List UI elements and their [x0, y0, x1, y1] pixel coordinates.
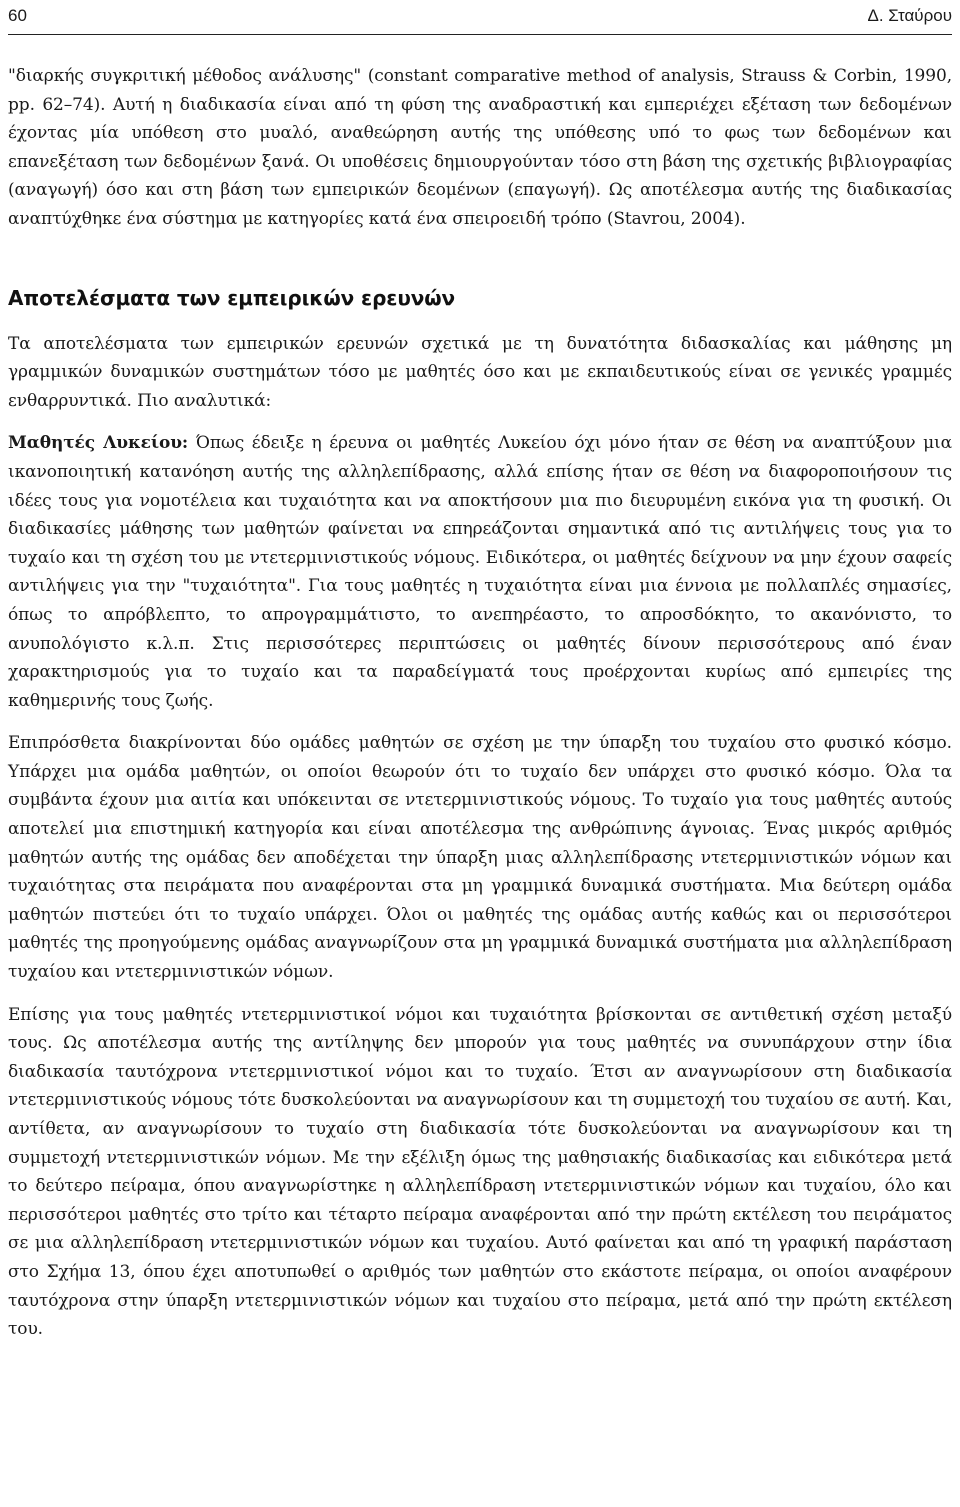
section-heading: Αποτελέσματα των εμπειρικών ερευνών: [8, 285, 456, 310]
running-header-author: Δ. Σταύρου: [867, 6, 952, 25]
page-body: [8, 62, 952, 1358]
results-paragraph-3: Επιπρόσθετα διακρίνονται δύο ομάδες μαθητών σε σχέση με την ύπαρξη του τυχαίου στο φυσικό κόσμο. Υπάρχει μια ομάδα μαθητών, οι οποίοι θεωρούν ότι το τυχαίο δεν υπάρχει στο φυσικό κόσμο. Όλα τα συμβάντα έχουν μια αιτία και υπόκεινται σε ντετερμινιστικούς νόμους. Το τυχαίο για τους μαθητές αυτούς αποτελεί μια επιστημική κατηγορία και είναι αποτέλεσμα της ανθρώπινης άγνοιας. Ένας μικρός αριθμός μαθητών αυτής της ομάδας δεν αποδέχεται την ύπαρξη μιας αλληλεπίδρασης ντετερμινιστικών νόμων και τυχαιότητας στα πειράματα που αναφέρονται στα μη γραμμικά δυναμικά συστήματα. Μια δεύτερη ομάδα μαθητών πιστεύει ότι το τυχαίο υπάρχει. Όλοι οι μαθητές της ομάδας αυτής καθώς και οι περισσότεροι μαθητές της προηγούμενης ομάδας αναγνωρίζουν στα μη γραμμικά δυναμικά συστήματα μια αλληλεπίδραση τυχαίου και ντετερμινιστικών νόμων.: [8, 733, 952, 983]
page-number: 60: [8, 6, 27, 25]
results-paragraph-1: Τα αποτελέσματα των εμπειρικών ερευνών σχετικά με τη δυνατότητα διδασκαλίας και μάθησης μη γραμμικών δυναμικών συστημάτων τόσο με μαθητές όσο και με εκπαιδευτικούς είναι σε γενικές γραμμές ενθαρρυντικά. Πιο αναλυτικά:: [8, 333, 952, 411]
page-header: [8, 2, 952, 35]
results-paragraph-4: Επίσης για τους μαθητές ντετερμινιστικοί νόμοι και τυχαιότητα βρίσκονται σε αντιθετική σχέση μεταξύ τους. Ως αποτέλεσμα αυτής της αντίληψης δεν μπορούν για τους μαθητές να συνυπάρχουν στην ίδια διαδικασία ταυτόχρονα ντετερμινιστικοί νόμοι και το τυχαίο. Έτσι αν αναγνωρίσουν στη διαδικασία ντετερμινιστικούς νόμους τότε δυσκολεύονται να αναγνωρίσουν και τη συμμετοχή του τυχαίου σε αυτή. Και, αντίθετα, αν αναγνωρίσουν το τυχαίο στη διαδικασία τότε δυσκολεύονται να αναγνωρίσουν και τη συμμετοχή ντετερμινιστικών νόμων. Με την εξέλιξη όμως της μαθησιακής διαδικασίας και ειδικότερα μετά το δεύτερο πείραμα, όπου αναγνωρίστηκε η αλληλεπίδραση ντετερμινιστικών νόμων και τυχαίου, όλο και περισσότεροι μαθητές στο τρίτο και τέταρτο πείραμα αναφέρονται από την πρώτη εκτέλεση του πειράματος σε μια αλληλεπίδραση ντετερμινιστικών νόμων και τυχαίου. Αυτό φαίνεται και από τη γραφική παράσταση στο Σχήμα 13, όπου έχει αποτυπωθεί ο αριθμός των μαθητών στο εκάστοτε πείραμα, οι οποίοι αναφέρουν ταυτόχρονα στην ύπαρξη ντετερμινιστικών νόμων και τυχαίου στο πείραμα, μετά από την πρώτη εκτέλεση του.: [8, 1004, 952, 1340]
intro-paragraph: "διαρκής συγκριτική μέθοδος ανάλυσης" (constant comparative method of analysis, Strauss & Corbin, 1990, pp. 62–74). Αυτή η διαδικασία είναι από τη φύση της αναδραστική και εμπεριέχει εξέταση των δεδομένων έχοντας μία υπόθεση στο μυαλό, αναθεώρηση αυτής της υπόθεσης υπό το φως των δεδομένων και επανεξέταση των δεδομένων ξανά. Οι υποθέσεις δημιουργούνταν τόσο στη βάση της σχετικής βιβλιογραφίας (αναγωγή) όσο και στη βάση των εμπειρικών δεομένων (επαγωγή). Ως αποτέλεσμα αυτής της διαδικασίας αναπτύχθηκε ένα σύστημα με κατηγορίες κατά ένα σπειροειδή τρόπο (Stavrou, 2004).: [8, 66, 952, 229]
results-paragraph-2: [8, 429, 952, 715]
paragraph-2-text: Όπως έδειξε η έρευνα οι μαθητές Λυκείου όχι μόνο ήταν σε θέση να αναπτύξουν μια ικανοποιητική κατανόηση αυτής της αλληλεπίδρασης, αλλά επίσης ήταν σε θέση να διαφοροποιήσουν τις ιδέες τους για νομοτέλεια και τυχαιότητα και να αποκτήσουν μια πιο διευρυμένη εικόνα για τη φυσική. Οι διαδικασίες μάθησης των μαθητών φαίνεται να επηρεάζονται σημαντικά από τις αντιλήψεις τους για το τυχαίο και τη σχέση του με ντετερμινιστικούς νόμους. Ειδικότερα, οι μαθητές δείχνουν να μην έχουν σαφείς αντιλήψεις για την "τυχαιότητα". Για τους μαθητές η τυχαιότητα είναι μια έννοια με πολλαπλές σημασίες, όπως το απρόβλεπτο, το απρογραμμάτιστο, το ανεπηρέαστο, το απροσδόκητο, το ακανόνιστο, το ανυπολόγιστο κ.λ.π. Στις περισσότερες περιπτώσεις οι μαθητές δίνουν περισσότερους από έναν χαρακτηρισμούς για το τυχαίο και τα παραδείγματά τους προέρχονται κυρίως από εμπειρίες της καθημερινής τους ζωής.: [8, 433, 952, 711]
paragraph-lead-term: Μαθητές Λυκείου:: [8, 433, 189, 454]
